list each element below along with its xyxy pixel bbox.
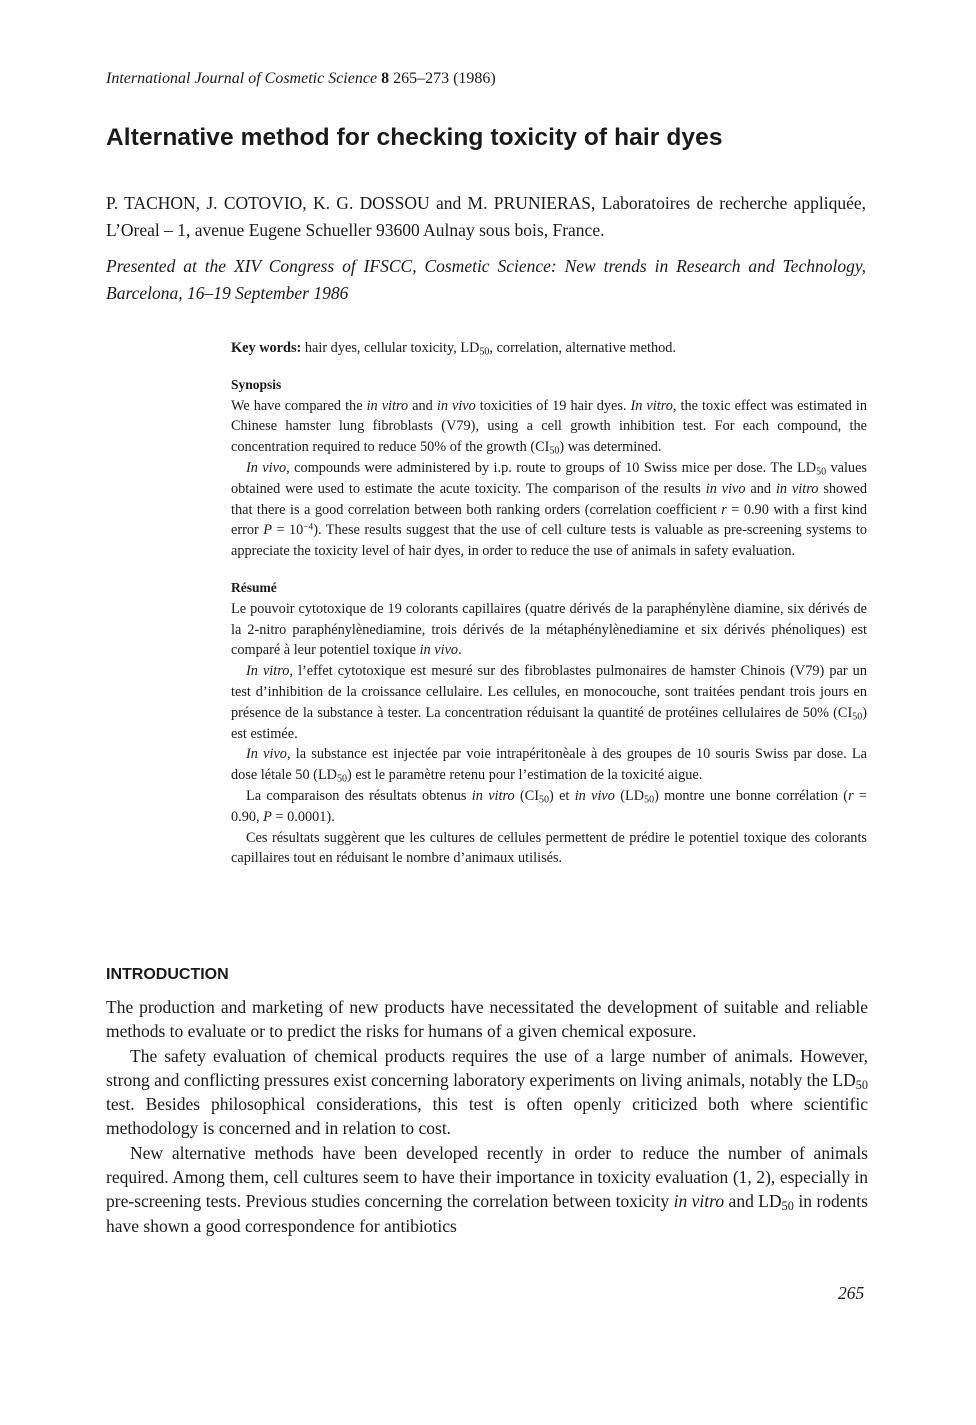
body-paragraph: The production and marketing of new products have necessitated the development of suitable and reliable methods to evaluate or to predict the risks for humans of a given chemical exposure. <box>106 997 868 1042</box>
synopsis-paragraph: We have compared the in vitro and in vivo toxicities of 19 hair dyes. In vitro, the toxic effect was estimated in Chinese hamster lung fibroblasts (V79), using a cell growth inhibition test. For each compound, the concentration required to reduce 50% of the growth $(CI_{50})$ was determined. <box>231 397 868 457</box>
journal-name: International Journal of Cosmetic Science <box>106 70 378 87</box>
synopsis-heading: Synopsis <box>231 376 282 392</box>
introduction-body <box>106 995 868 1238</box>
journal-volume: 8 <box>381 70 390 87</box>
synopsis-paragraph: In vivo, compounds were administered by i.p. route to groups of 10 Swiss mice per dose. The $LD_{50}$ values obtained were used to estimate the acute toxicity. The comparison of the results in vivo and in vitro showed that there is a good correlation between both ranking orders (correlation coefficient r = 0.90 with a first kind error $P = 10^{-4}$). These results suggest that the use of cell culture tests is valuable as pre-screening systems to appreciate the toxicity level of hair dyes, in order to reduce the use of animals in safety evaluation. <box>231 459 867 560</box>
page-number: 265 <box>838 1283 865 1303</box>
keywords-label: Key words: <box>231 340 302 356</box>
resume-paragraph: Ces résultats suggèrent que les cultures de cellules permettent de prédire le potentiel toxique des colorants capillaires tout en réduisant le nombre d’animaux utilisés. <box>231 829 867 867</box>
journal-year: (1986) <box>453 70 496 87</box>
abstract-block <box>231 338 867 869</box>
journal-pages: 265–273 <box>393 70 450 87</box>
resume-paragraph: Le pouvoir cytotoxique de 19 colorants capillaires (quatre dérivés de la paraphénylène diamine, six dérivés de la 2-nitro paraphénylènediamine, trois dérivés de la métaphénylènediamine et six dérivés phénoliques) est comparé à leur potentiel toxique in vivo. <box>231 600 867 659</box>
article-title: Alternative method for checking toxicity of hair dyes <box>106 124 723 151</box>
body-paragraph: The safety evaluation of chemical products requires the use of a large number of animals. However, strong and conflicting pressures exist concerning laboratory experiments on living animals, notably the $LD_{50}$ test. Besides philosophical considerations, this test is often openly criticized both where scientific methodology is concerned and in relation to cost. <box>106 1045 868 1139</box>
resume-paragraph: In vivo, la substance est injectée par voie intrapéritonèale à des groupes de 10 souris Swiss par dose. La dose létale 50 $(LD_{50})$ est le paramètre retenu pour l’estimation de la toxicité aigue. <box>231 746 867 785</box>
keywords-line: Key words: hair dyes, cellular toxicity, $LD_{50}$, correlation, alternative method. <box>231 340 677 358</box>
introduction-heading: INTRODUCTION <box>106 966 229 983</box>
journal-citation <box>106 70 496 88</box>
body-paragraph: New alternative methods have been developed recently in order to reduce the number of animals required. Among them, cell cultures seem to have their importance in toxicity evaluation (1, 2), especially in pre-screening tests. Previous studies concerning the correlation between toxicity in vitro and $LD_{50}$ in rodents have shown a good correspondence for antibiotics <box>106 1142 868 1236</box>
resume-paragraph: La comparaison des résultats obtenus in vitro $(CI_{50})$ et in vivo $(LD_{50})$ montre une bonne corrélation (r = 0.90, P = 0.0001). <box>231 787 867 825</box>
author-affiliation: P. TACHON, J. COTOVIO, K. G. DOSSOU and M. PRUNIERAS, Laboratoires de recherche appliquée, L’Oreal – 1, avenue Eugene Schueller 93600 Aulnay sous bois, France. <box>106 193 866 240</box>
resume-heading: Résumé <box>231 579 277 595</box>
presentation-note: Presented at the XIV Congress of IFSCC, Cosmetic Science: New trends in Research and Technology, Barcelona, 16–19 September 1986 <box>106 256 866 303</box>
resume-paragraph: In vitro, l’effet cytotoxique est mesuré sur des fibroblastes pulmonaires de hamster Chinois (V79) par un test d’inhibition de la croissance cellulaire. Les cellules, en monocouche, sont traitées pendant trois jours en présence de la substance à tester. La concentration réduisant la quantité de protéines cellulaires de 50% $(CI_{50})$ est estimée. <box>231 663 867 742</box>
